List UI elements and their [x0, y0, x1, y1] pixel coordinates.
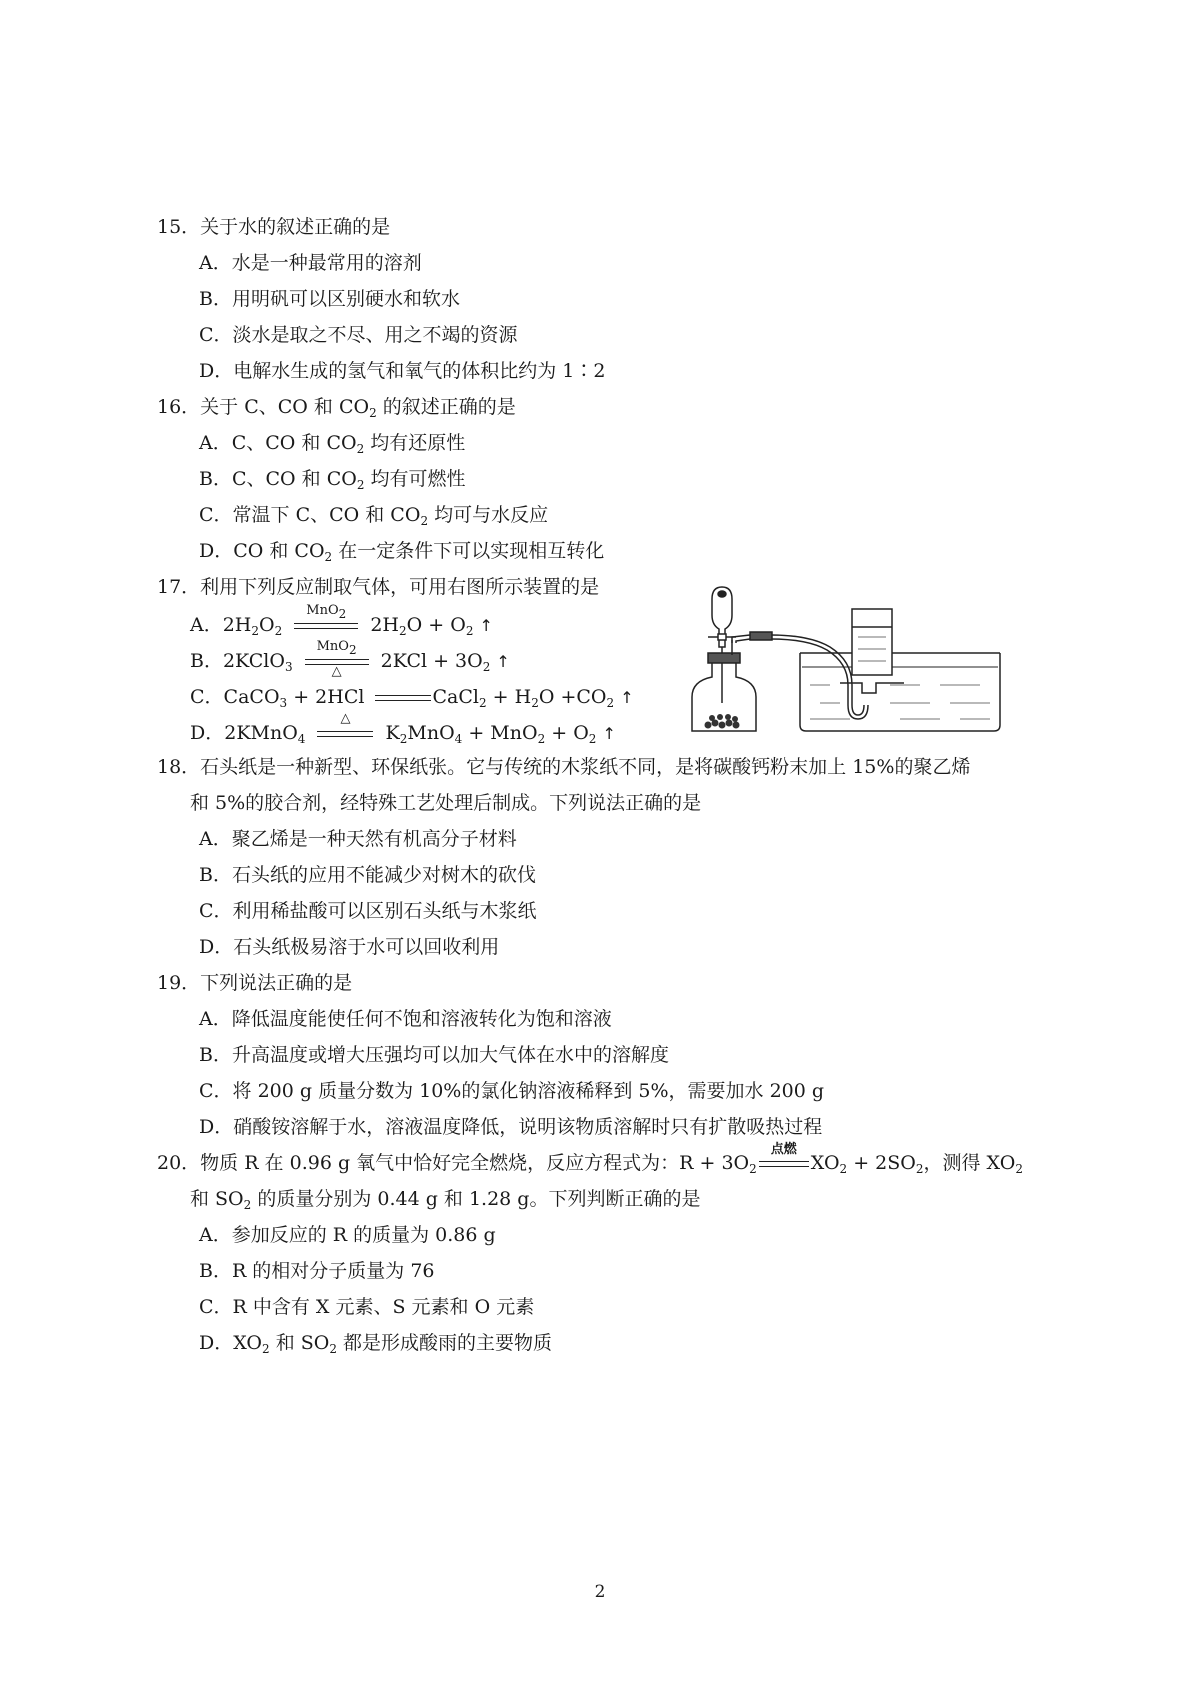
bottle-stopper — [708, 653, 740, 663]
q16-option-b: B．C、CO 和 $CO_2$ 均有可燃性 — [199, 468, 466, 492]
q15-option-b: B．用明矾可以区别硬水和软水 — [199, 288, 460, 310]
q19-option-d: D．硝酸铵溶解于水，溶液温度降低，说明该物质溶解时只有扩散吸热过程 — [199, 1116, 823, 1138]
marble-chips — [705, 714, 740, 729]
bottle — [692, 663, 756, 731]
gas-arrow-icon: ↑ — [620, 688, 634, 707]
q17-option-c: C．CaCO$_3$ + 2HCl CaCl$_2$ + $H_2O +CO_2$ ↑ — [190, 686, 634, 710]
q19-option-b: B．升高温度或增大压强均可以加大气体在水中的溶解度 — [199, 1044, 669, 1066]
q18-option-d: D．石头纸极易溶于水可以回收利用 — [199, 936, 500, 958]
q20-option-d: D．$XO_2$ 和 $SO_2$ 都是形成酸雨的主要物质 — [199, 1332, 553, 1356]
collection-bottle — [852, 609, 892, 675]
q20-stem-line1: 20．物质 R 在 0.96 g 氧气中恰好完全燃烧，反应方程式为：$R + 3O_2$ 点燃 $XO_2 + 2SO_2$，测得 $XO_2$ — [157, 1142, 1023, 1176]
q17-option-d: D．2KMnO$_4$ △ $K_2MnO_4 + MnO_2 + O_2$ ↑ — [190, 711, 616, 746]
q18-option-b: B．石头纸的应用不能减少对树木的砍伐 — [199, 864, 536, 886]
q17-stem: 17．利用下列反应制取气体，可用右图所示装置的是 — [157, 576, 600, 598]
gas-arrow-icon: ↑ — [602, 724, 616, 743]
gas-arrow-icon: ↑ — [496, 652, 510, 671]
page-number: 2 — [594, 1582, 606, 1602]
q20-option-c: C．R 中含有 X 元素、S 元素和 O 元素 — [199, 1296, 535, 1318]
q20-option-b: B．R 的相对分子质量为 76 — [199, 1260, 435, 1282]
q15-stem: 15．关于水的叙述正确的是 — [157, 216, 391, 238]
gas-collection-apparatus-figure — [690, 585, 1010, 735]
q16-option-c: C．常温下 C、CO 和 $CO_2$ 均可与水反应 — [199, 504, 549, 528]
q15-option-a: A．水是一种最常用的溶剂 — [199, 252, 422, 274]
heat-equals-sign: △ — [315, 720, 375, 746]
q17-option-b: B．2KClO$_3$ MnO$_2$ △ $2KCl + 3O_2$ ↑ — [190, 639, 510, 679]
q16-option-d: D．CO 和 $CO_2$ 在一定条件下可以实现相互转化 — [199, 540, 605, 564]
q18-stem-line2: 和 5%的胶合剂，经特殊工艺处理后制成。下列说法正确的是 — [190, 792, 702, 814]
delivery-tube — [732, 635, 864, 715]
equals-sign — [373, 684, 433, 710]
q15-option-d: D．电解水生成的氢气和氧气的体积比约为 1∶2 — [199, 360, 606, 382]
q20-stem-line2: 和 $SO_2$ 的质量分别为 0.44 g 和 1.28 g。下列判断正确的是 — [190, 1188, 701, 1212]
q19-option-a: A．降低温度能使任何不饱和溶液转化为饱和溶液 — [199, 1008, 612, 1030]
gas-arrow-icon: ↑ — [479, 616, 493, 635]
q15-option-c: C．淡水是取之不尽、用之不竭的资源 — [199, 324, 518, 346]
q18-stem-line1: 18．石头纸是一种新型、环保纸张。它与传统的木浆纸不同，是将碳酸钙粉末加上 15%的聚乙烯 — [157, 756, 971, 778]
q16-option-a: A．C、CO 和 $CO_2$ 均有还原性 — [199, 432, 466, 456]
catalyst-equals-sign: MnO$_2$ — [292, 612, 360, 638]
q16-stem: 16．关于 C、CO 和 $CO_2$ 的叙述正确的是 — [157, 396, 516, 420]
q17-option-a: A．$2H_2O_2$ MnO$_2$ $2H_2O + O_2$ ↑ — [190, 603, 493, 638]
q19-option-c: C．将 200 g 质量分数为 10%的氯化钠溶液稀释到 5%，需要加水 200 g — [199, 1080, 825, 1102]
q18-option-c: C．利用稀盐酸可以区别石头纸与木浆纸 — [199, 900, 537, 922]
catalyst-heat-equals-sign: MnO$_2$ △ — [303, 648, 371, 674]
q18-option-a: A．聚乙烯是一种天然有机高分子材料 — [199, 828, 517, 850]
q19-stem: 19．下列说法正确的是 — [157, 972, 353, 994]
ignite-equals-sign: 点燃 — [757, 1150, 811, 1176]
q20-option-a: A．参加反应的 R 的质量为 0.86 g — [199, 1224, 496, 1246]
